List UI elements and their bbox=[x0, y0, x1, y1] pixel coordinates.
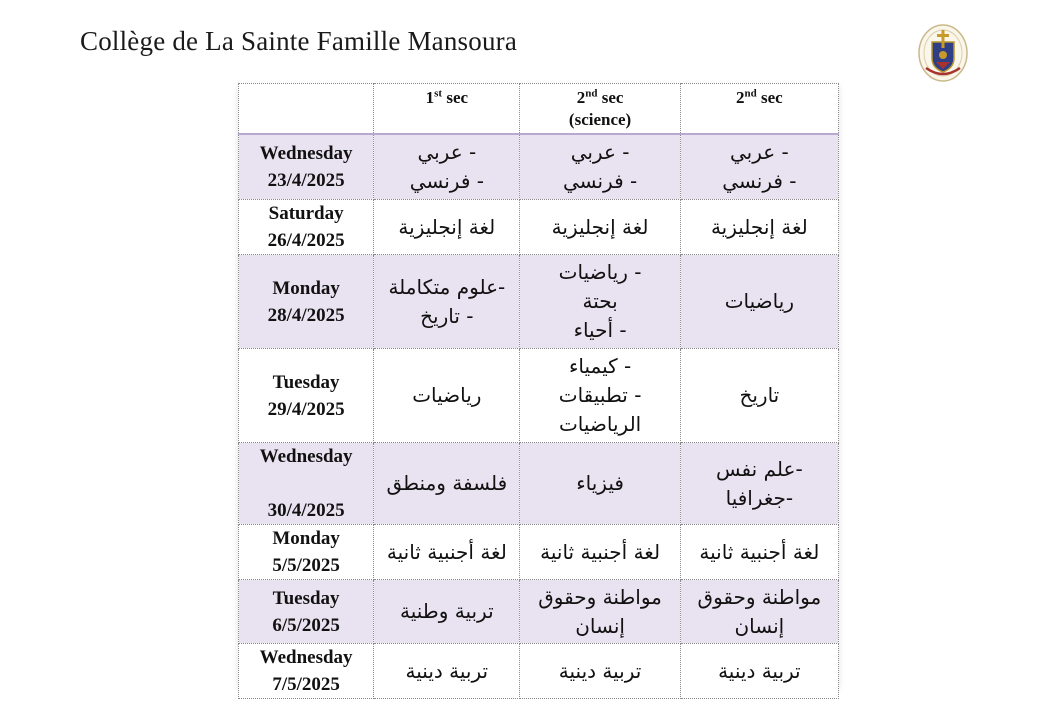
subject-line: - أحياء bbox=[573, 318, 627, 342]
subject-line: -علم نفس bbox=[716, 456, 803, 481]
subject-line: - فرنسي bbox=[562, 168, 638, 193]
subject-cell bbox=[680, 580, 838, 644]
subject-line: لغة أجنبية ثانية bbox=[540, 539, 661, 564]
day-label: Tuesday bbox=[272, 587, 340, 609]
date-label: 6/5/2025 bbox=[272, 614, 340, 636]
subject-cell bbox=[680, 349, 838, 443]
subject-line: - تاريخ bbox=[420, 303, 474, 328]
subject-cell bbox=[374, 525, 520, 580]
subject-line: لغة إنجليزية bbox=[710, 214, 808, 239]
header-cell-col-3 bbox=[680, 84, 838, 134]
subject-line: لغة أجنبية ثانية bbox=[386, 539, 507, 564]
day-date-cell bbox=[239, 349, 374, 443]
subject-line: تربية دينية bbox=[558, 658, 642, 683]
subject-cell bbox=[520, 580, 680, 644]
day-date-cell bbox=[239, 525, 374, 580]
date-label: 30/4/2025 bbox=[267, 500, 345, 521]
header-cell-col-1 bbox=[374, 84, 520, 134]
day-label: Wednesday bbox=[259, 647, 353, 668]
subject-line: فيزياء bbox=[576, 471, 624, 495]
subject-line: - عربي bbox=[729, 139, 789, 164]
day-label: Tuesday bbox=[272, 371, 340, 393]
schedule-table-container bbox=[238, 83, 839, 695]
date-label: 28/4/2025 bbox=[267, 304, 345, 326]
subject-line: -علوم متكاملة bbox=[388, 274, 506, 299]
subject-line: فلسفة ومنطق bbox=[386, 471, 508, 495]
table-row bbox=[239, 525, 839, 580]
header-label: 2nd sec bbox=[576, 87, 624, 107]
subject-line: -جغرافيا bbox=[725, 485, 794, 510]
page-title: Collège de La Sainte Famille Mansoura bbox=[80, 26, 518, 56]
subject-line: مواطنة وحقوق bbox=[538, 584, 662, 609]
day-date-cell bbox=[239, 580, 374, 644]
subject-cell bbox=[680, 255, 838, 349]
subject-line: تربية وطنية bbox=[400, 599, 494, 623]
subject-line: - عربي bbox=[417, 139, 477, 164]
subject-cell bbox=[374, 580, 520, 644]
subject-line: مواطنة وحقوق bbox=[697, 584, 822, 609]
date-label: 26/4/2025 bbox=[267, 230, 345, 251]
date-label: 7/5/2025 bbox=[272, 674, 340, 695]
subject-cell bbox=[374, 255, 520, 349]
subject-line: تربية دينية bbox=[718, 658, 801, 683]
date-label: 29/4/2025 bbox=[267, 398, 345, 420]
subject-line: - كيمياء bbox=[568, 354, 632, 378]
subject-line: إنسان bbox=[734, 613, 785, 638]
table-row bbox=[239, 644, 839, 699]
table-row bbox=[239, 580, 839, 644]
subject-line: لغة إنجليزية bbox=[551, 214, 649, 239]
subject-cell bbox=[680, 134, 838, 200]
table-row bbox=[239, 255, 839, 349]
subject-cell bbox=[520, 255, 680, 349]
subject-line: تاريخ bbox=[739, 383, 780, 407]
day-label: Monday bbox=[272, 528, 340, 549]
table-row bbox=[239, 443, 839, 525]
subject-line: رياضيات bbox=[724, 289, 794, 313]
table-row bbox=[239, 134, 839, 200]
subject-line: الرياضيات bbox=[558, 412, 642, 436]
day-label: Wednesday bbox=[259, 142, 353, 164]
header-corner-cell bbox=[239, 84, 374, 134]
school-crest-icon bbox=[916, 22, 970, 84]
subject-line: رياضيات bbox=[412, 383, 482, 407]
day-label: Monday bbox=[272, 277, 340, 299]
table-row bbox=[239, 200, 839, 255]
day-date-cell bbox=[239, 443, 374, 525]
subject-cell bbox=[680, 200, 838, 255]
table-row bbox=[239, 349, 839, 443]
header-label: 1st sec bbox=[425, 87, 469, 107]
header-cell-col-2 bbox=[520, 84, 680, 134]
exam-schedule-table bbox=[238, 83, 839, 699]
subject-line: إنسان bbox=[575, 613, 625, 638]
subject-line: - تطبيقات bbox=[558, 383, 642, 407]
subject-cell bbox=[374, 644, 520, 699]
subject-line: بحتة bbox=[582, 289, 618, 313]
subject-line: لغة أجنبية ثانية bbox=[699, 539, 820, 564]
subject-line: لغة إنجليزية bbox=[398, 214, 496, 239]
subject-cell bbox=[520, 525, 680, 580]
day-label: Wednesday bbox=[259, 446, 353, 467]
day-date-cell bbox=[239, 200, 374, 255]
day-date-cell bbox=[239, 255, 374, 349]
subject-cell bbox=[520, 644, 680, 699]
day-label: Saturday bbox=[268, 203, 344, 224]
subject-cell bbox=[680, 525, 838, 580]
day-date-cell bbox=[239, 644, 374, 699]
subject-line: - رياضيات bbox=[558, 260, 642, 284]
subject-cell bbox=[680, 443, 838, 525]
header-sublabel: (science) bbox=[568, 110, 632, 129]
subject-line: تربية دينية bbox=[405, 658, 489, 683]
subject-cell bbox=[374, 349, 520, 443]
subject-cell bbox=[520, 200, 680, 255]
day-date-cell bbox=[239, 134, 374, 200]
subject-cell bbox=[680, 644, 838, 699]
subject-cell bbox=[374, 200, 520, 255]
subject-cell bbox=[374, 134, 520, 200]
subject-cell bbox=[520, 349, 680, 443]
subject-cell bbox=[520, 134, 680, 200]
subject-line: - عربي bbox=[570, 139, 630, 164]
date-label: 5/5/2025 bbox=[272, 555, 340, 576]
header-label: 2nd sec bbox=[736, 87, 783, 107]
subject-line: - فرنسي bbox=[409, 168, 484, 193]
table-header-row bbox=[239, 84, 839, 134]
subject-cell bbox=[374, 443, 520, 525]
subject-cell bbox=[520, 443, 680, 525]
subject-line: - فرنسي bbox=[722, 168, 797, 193]
date-label: 23/4/2025 bbox=[267, 169, 345, 191]
